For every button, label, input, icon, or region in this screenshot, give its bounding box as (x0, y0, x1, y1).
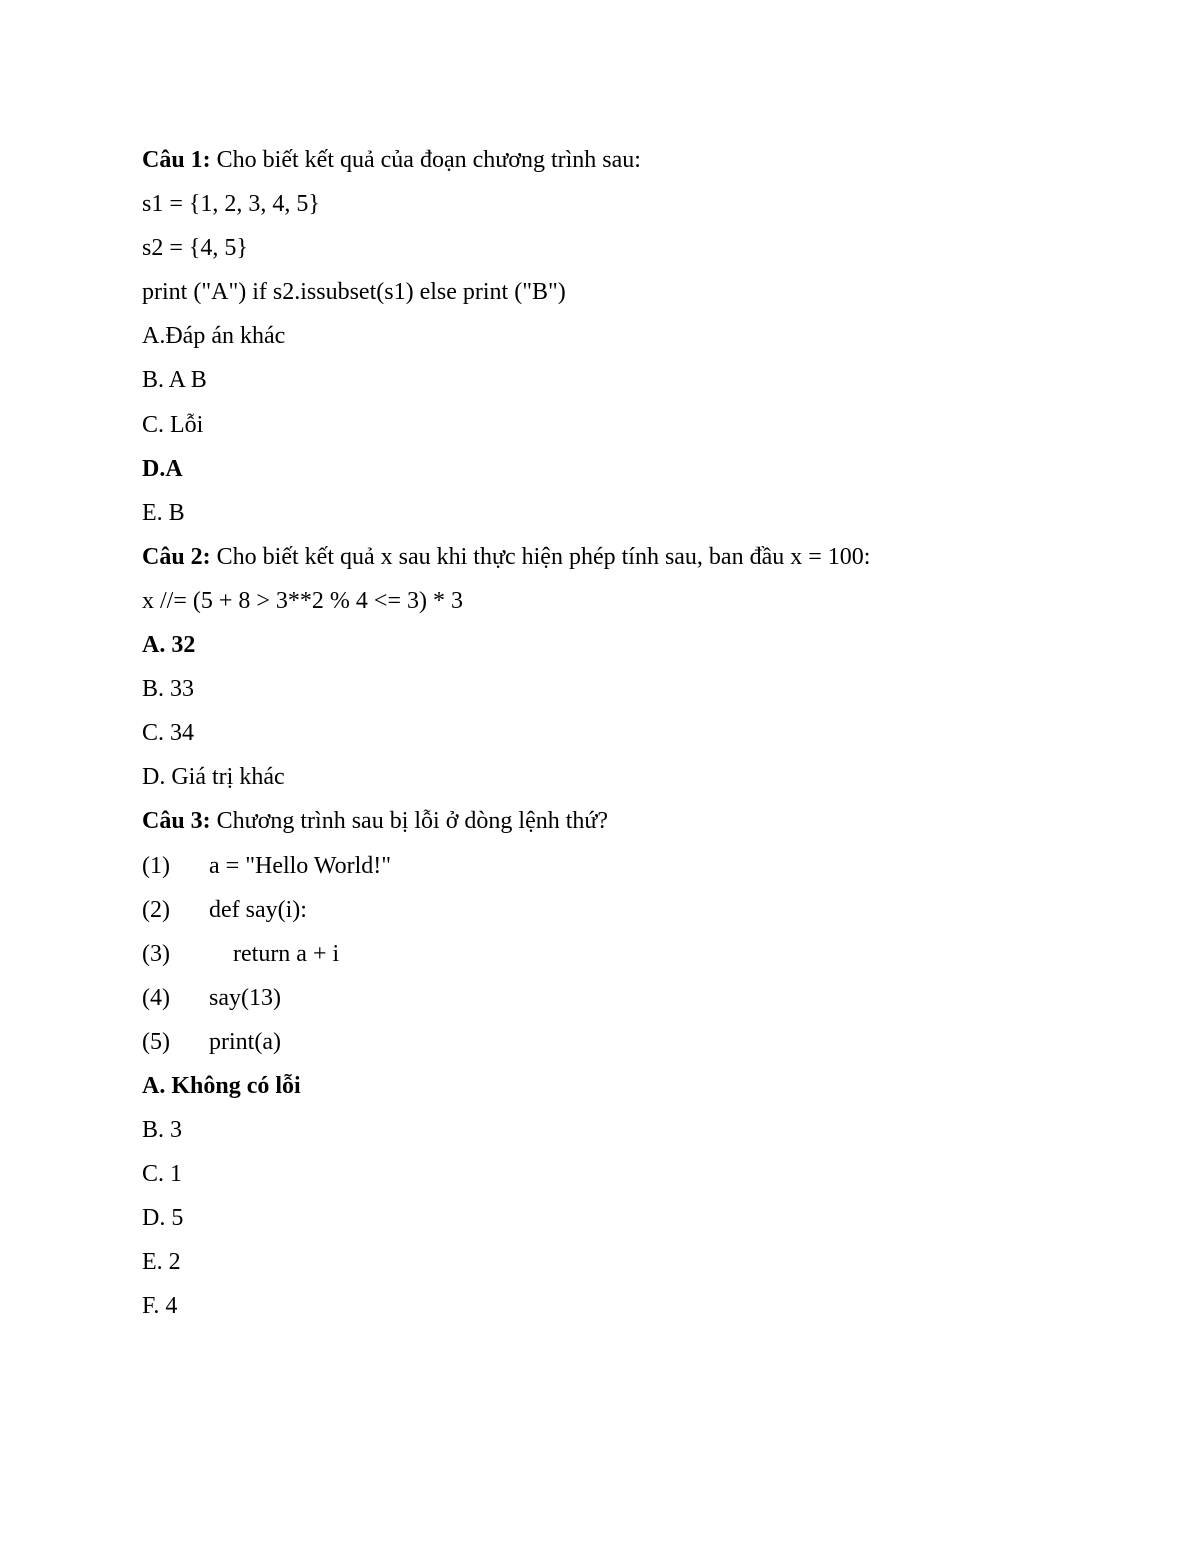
question-3-option-e: E. 2 (142, 1249, 181, 1276)
question-3-code-row-5 (142, 1020, 1102, 1064)
question-1-label: Câu 1: (142, 147, 211, 173)
code-line-number: (3) (142, 940, 170, 967)
question-1-option-b: B. A B (142, 367, 207, 394)
question-2-option-b: B. 33 (142, 676, 195, 703)
question-1-option-e: E. B (142, 499, 185, 526)
question-3-text: Chương trình sau bị lỗi ở dòng lệnh thứ? (210, 808, 609, 835)
question-3-code-row-4 (142, 976, 1102, 1020)
question-3-option-c: C. 1 (142, 1161, 183, 1188)
question-1-code-line-2: s2 = {4, 5} (142, 235, 248, 262)
code-line-number: (5) (142, 1028, 170, 1055)
question-2-option-d: D. Giá trị khác (142, 764, 285, 791)
question-3-code-row-2 (142, 888, 1102, 932)
question-1-option-d: D.A (142, 455, 183, 482)
code-line-text: def say(i): (209, 896, 307, 923)
question-2-stem (142, 535, 1102, 579)
question-1-text: Cho biết kết quả của đoạn chương trình sau: (210, 147, 641, 173)
question-2-label: Câu 2: (142, 543, 211, 570)
question-2-option-c: C. 34 (142, 720, 195, 747)
question-3-option-f: F. 4 (142, 1293, 178, 1320)
question-2-code-line: x //= (5 + 8 > 3**2 % 4 <= 3) * 3 (142, 587, 463, 614)
question-1-option-c: C. Lỗi (142, 411, 204, 438)
question-3-code-row-3 (142, 932, 1102, 976)
code-line-number: (2) (142, 896, 170, 923)
code-line-text: say(13) (209, 984, 281, 1011)
question-1-code-line-3: print ("A") if s2.issubset(s1) else print ("B") (142, 279, 566, 306)
question-1-code-line-1: s1 = {1, 2, 3, 4, 5} (142, 191, 320, 218)
document-page (142, 138, 1102, 1329)
question-1-option-a: A.Đáp án khác (142, 323, 286, 350)
question-3-option-a: A. Không có lỗi (142, 1072, 301, 1099)
question-3-label: Câu 3: (142, 808, 211, 835)
code-line-number: (1) (142, 852, 170, 879)
code-line-text: return a + i (233, 940, 340, 967)
code-line-text: print(a) (209, 1028, 281, 1055)
code-line-number: (4) (142, 984, 170, 1011)
code-line-text: a = "Hello World!" (209, 852, 392, 879)
question-3-option-d: D. 5 (142, 1205, 184, 1232)
question-1-stem (142, 138, 1102, 182)
question-2-option-a: A. 32 (142, 632, 196, 659)
question-3-option-b: B. 3 (142, 1117, 183, 1144)
question-2-text: Cho biết kết quả x sau khi thực hiện phép tính sau, ban đầu x = 100: (210, 543, 871, 570)
question-3-stem (142, 799, 1102, 843)
question-3-code-row-1 (142, 844, 1102, 888)
